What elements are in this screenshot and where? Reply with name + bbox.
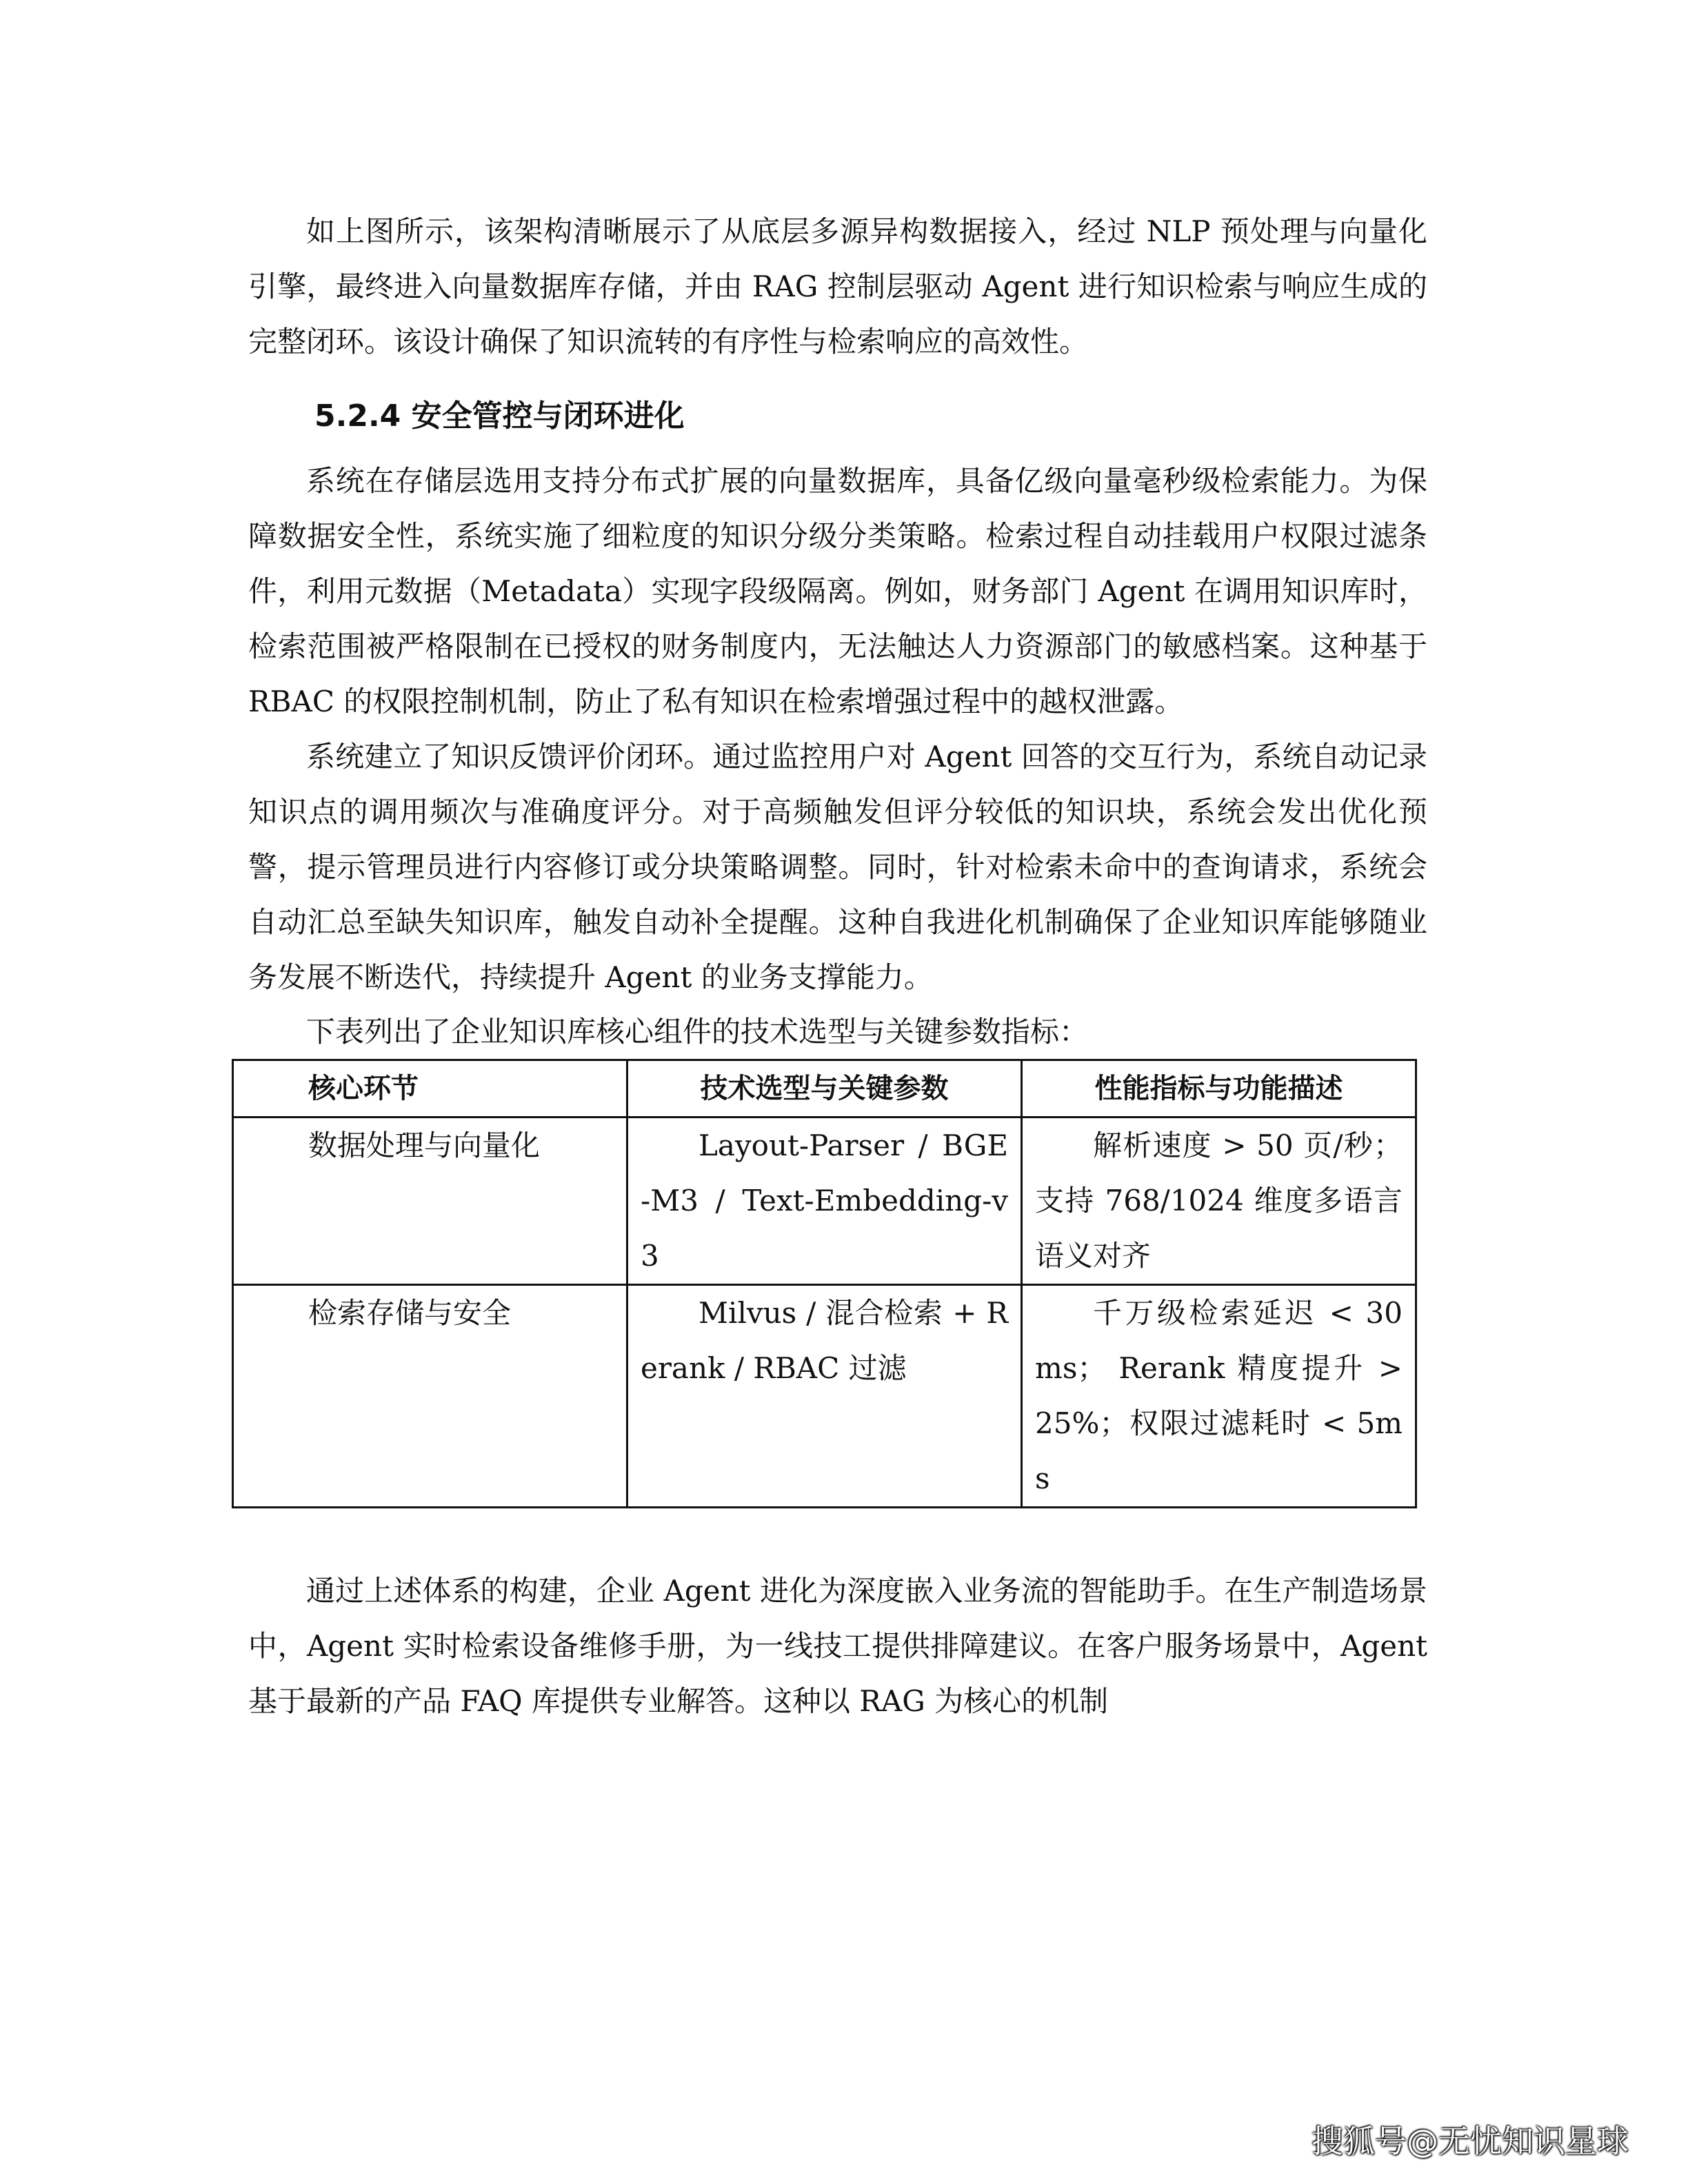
section-heading: 5.2.4 安全管控与闭环进化 xyxy=(314,398,685,434)
table-header-perf: 性能指标与功能描述 xyxy=(1022,1060,1416,1118)
table-header-stage: 核心环节 xyxy=(233,1060,627,1118)
table-row xyxy=(233,1285,1416,1508)
table-header-row xyxy=(233,1060,1416,1118)
table-cell-stage: 检索存储与安全 xyxy=(233,1285,627,1508)
table-cell-tech: Layout-Parser / BGE-M3 / Text-Embedding-v3 xyxy=(627,1118,1022,1285)
document-body xyxy=(248,204,1427,1729)
table-header-tech: 技术选型与关键参数 xyxy=(627,1060,1022,1118)
security-paragraph: 系统在存储层选用支持分布式扩展的向量数据库，具备亿级向量毫秒级检索能力。为保障数据安全性，系统实施了细粒度的知识分级分类策略。检索过程自动挂载用户权限过滤条件，利用元数据（Metadata）实现字段级隔离。例如，财务部门 Agent 在调用知识库时，检索范围被严格限制在已授权的财务制度内，无法触达人力资源部门的敏感档案。这种基于 RBAC 的权限控制机制，防止了私有知识在检索增强过程中的越权泄露。 xyxy=(248,464,1427,718)
table-cell-stage: 数据处理与向量化 xyxy=(233,1118,627,1285)
intro-paragraph: 如上图所示，该架构清晰展示了从底层多源异构数据接入，经过 NLP 预处理与向量化引擎，最终进入向量数据库存储，并由 RAG 控制层驱动 Agent 进行知识检索与响应生成的完整闭环。该设计确保了知识流转的有序性与检索响应的高效性。 xyxy=(248,214,1427,358)
watermark-text: 搜狐号@无忧知识星球 xyxy=(1312,2123,1629,2160)
table-row xyxy=(233,1118,1416,1285)
feedback-paragraph: 系统建立了知识反馈评价闭环。通过监控用户对 Agent 回答的交互行为，系统自动记录知识点的调用频次与准确度评分。对于高频触发但评分较低的知识块，系统会发出优化预警，提示管理员进行内容修订或分块策略调整。同时，针对检索未命中的查询请求，系统会自动汇总至缺失知识库，触发自动补全提醒。这种自我进化机制确保了企业知识库能够随业务发展不断迭代，持续提升 Agent 的业务支撑能力。 xyxy=(248,740,1427,994)
table-caption: 下表列出了企业知识库核心组件的技术选型与关键参数指标： xyxy=(306,1015,1089,1049)
table-cell-perf: 解析速度 > 50 页/秒；支持 768/1024 维度多语言语义对齐 xyxy=(1022,1118,1416,1285)
table-cell-tech: Milvus / 混合检索 + Rerank / RBAC 过滤 xyxy=(627,1285,1022,1508)
closing-paragraph: 通过上述体系的构建，企业 Agent 进化为深度嵌入业务流的智能助手。在生产制造场景中，Agent 实时检索设备维修手册，为一线技工提供排障建议。在客户服务场景中，Agent 基于最新的产品 FAQ 库提供专业解答。这种以 RAG 为核心的机制 xyxy=(248,1574,1427,1718)
table-cell-perf: 千万级检索延迟 < 30ms； Rerank 精度提升 > 25%；权限过滤耗时 < 5ms xyxy=(1022,1285,1416,1508)
spec-table xyxy=(232,1059,1417,1508)
